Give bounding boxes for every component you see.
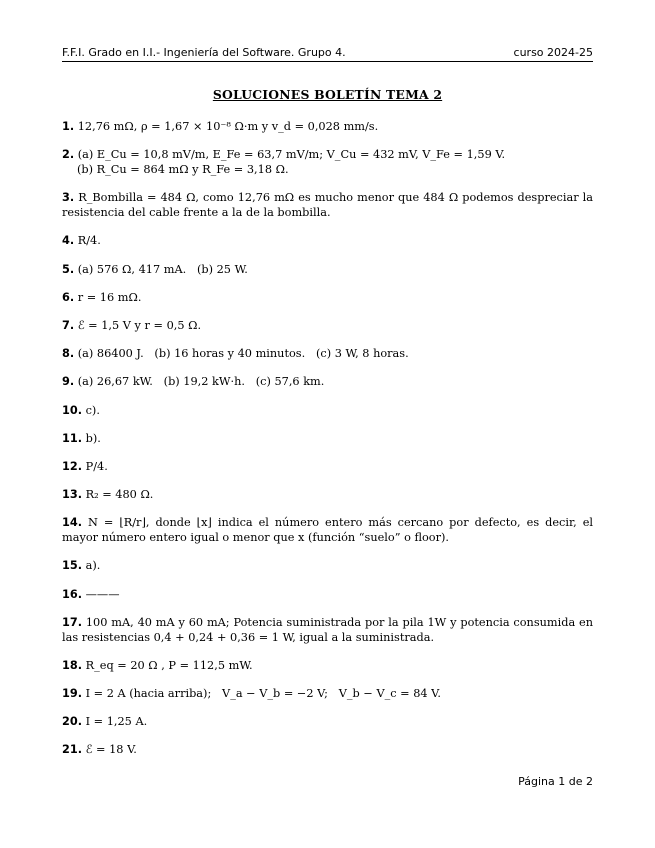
solution-15: 15. a).: [62, 559, 101, 572]
solution-14: 14. N = ⌊R/r⌋, donde ⌊x⌋ indica el número entero más cercano por defecto, es decir, el mayor número entero igual o menor que x (función “suelo” o floor).: [62, 516, 593, 544]
solution-4: 4. R/4.: [62, 234, 101, 247]
academic-year: curso 2024-25: [513, 46, 593, 59]
page-header: [62, 46, 593, 60]
solution-17: 17. 100 mA, 40 mA y 60 mA; Potencia suministrada por la pila 1W y potencia consumida en las resistencias 0,4 + 0,24 + 0,36 = 1 W, igual a la suministrada.: [62, 616, 593, 644]
solution-18: 18. R_eq = 20 Ω , P = 112,5 mW.: [62, 659, 253, 672]
solution-6: 6. r = 16 mΩ.: [62, 291, 142, 304]
page-number: Página 1 de 2: [518, 775, 593, 788]
solution-21: 21. ℰ = 18 V.: [62, 743, 137, 756]
page-title: SOLUCIONES BOLETÍN TEMA 2: [212, 87, 443, 102]
solution-20: 20. I = 1,25 A.: [62, 715, 148, 728]
solution-8: 8. (a) 86400 J. (b) 16 horas y 40 minutos. (c) 3 W, 8 horas.: [62, 347, 409, 360]
solution-12: 12. P/4.: [62, 460, 108, 473]
course-title: F.F.I. Grado en I.I.- Ingeniería del Software. Grupo 4.: [62, 46, 346, 59]
solution-19: 19. I = 2 A (hacia arriba); V_a − V_b = −2 V; V_b − V_c = 84 V.: [62, 687, 441, 700]
solution-13: 13. R₂ = 480 Ω.: [62, 488, 154, 501]
solution-3: 3. R_Bombilla = 484 Ω, como 12,76 mΩ es mucho menor que 484 Ω podemos despreciar la resistencia del cable frente a la de la bombilla.: [62, 191, 593, 219]
solution-10: 10. c).: [62, 404, 100, 417]
solution-1: 1. 12,76 mΩ, ρ = 1,67 × 10⁻⁸ Ω·m y v_d = 0,028 mm/s.: [62, 120, 379, 133]
solution-9: 9. (a) 26,67 kW. (b) 19,2 kW·h. (c) 57,6 km.: [62, 375, 325, 388]
solution-16: 16. ———: [62, 588, 120, 601]
solution-7: 7. ℰ = 1,5 V y r = 0,5 Ω.: [62, 319, 202, 332]
header-rule: [62, 61, 593, 62]
solution-11: 11. b).: [62, 432, 101, 445]
solution-5: 5. (a) 576 Ω, 417 mA. (b) 25 W.: [62, 263, 248, 276]
solution-2: 2. (a) E_Cu = 10,8 mV/m, E_Fe = 63,7 mV/m; V_Cu = 432 mV, V_Fe = 1,59 V. (b) R_Cu = 864 mΩ y R_Fe = 3,18 Ω.: [62, 148, 506, 176]
